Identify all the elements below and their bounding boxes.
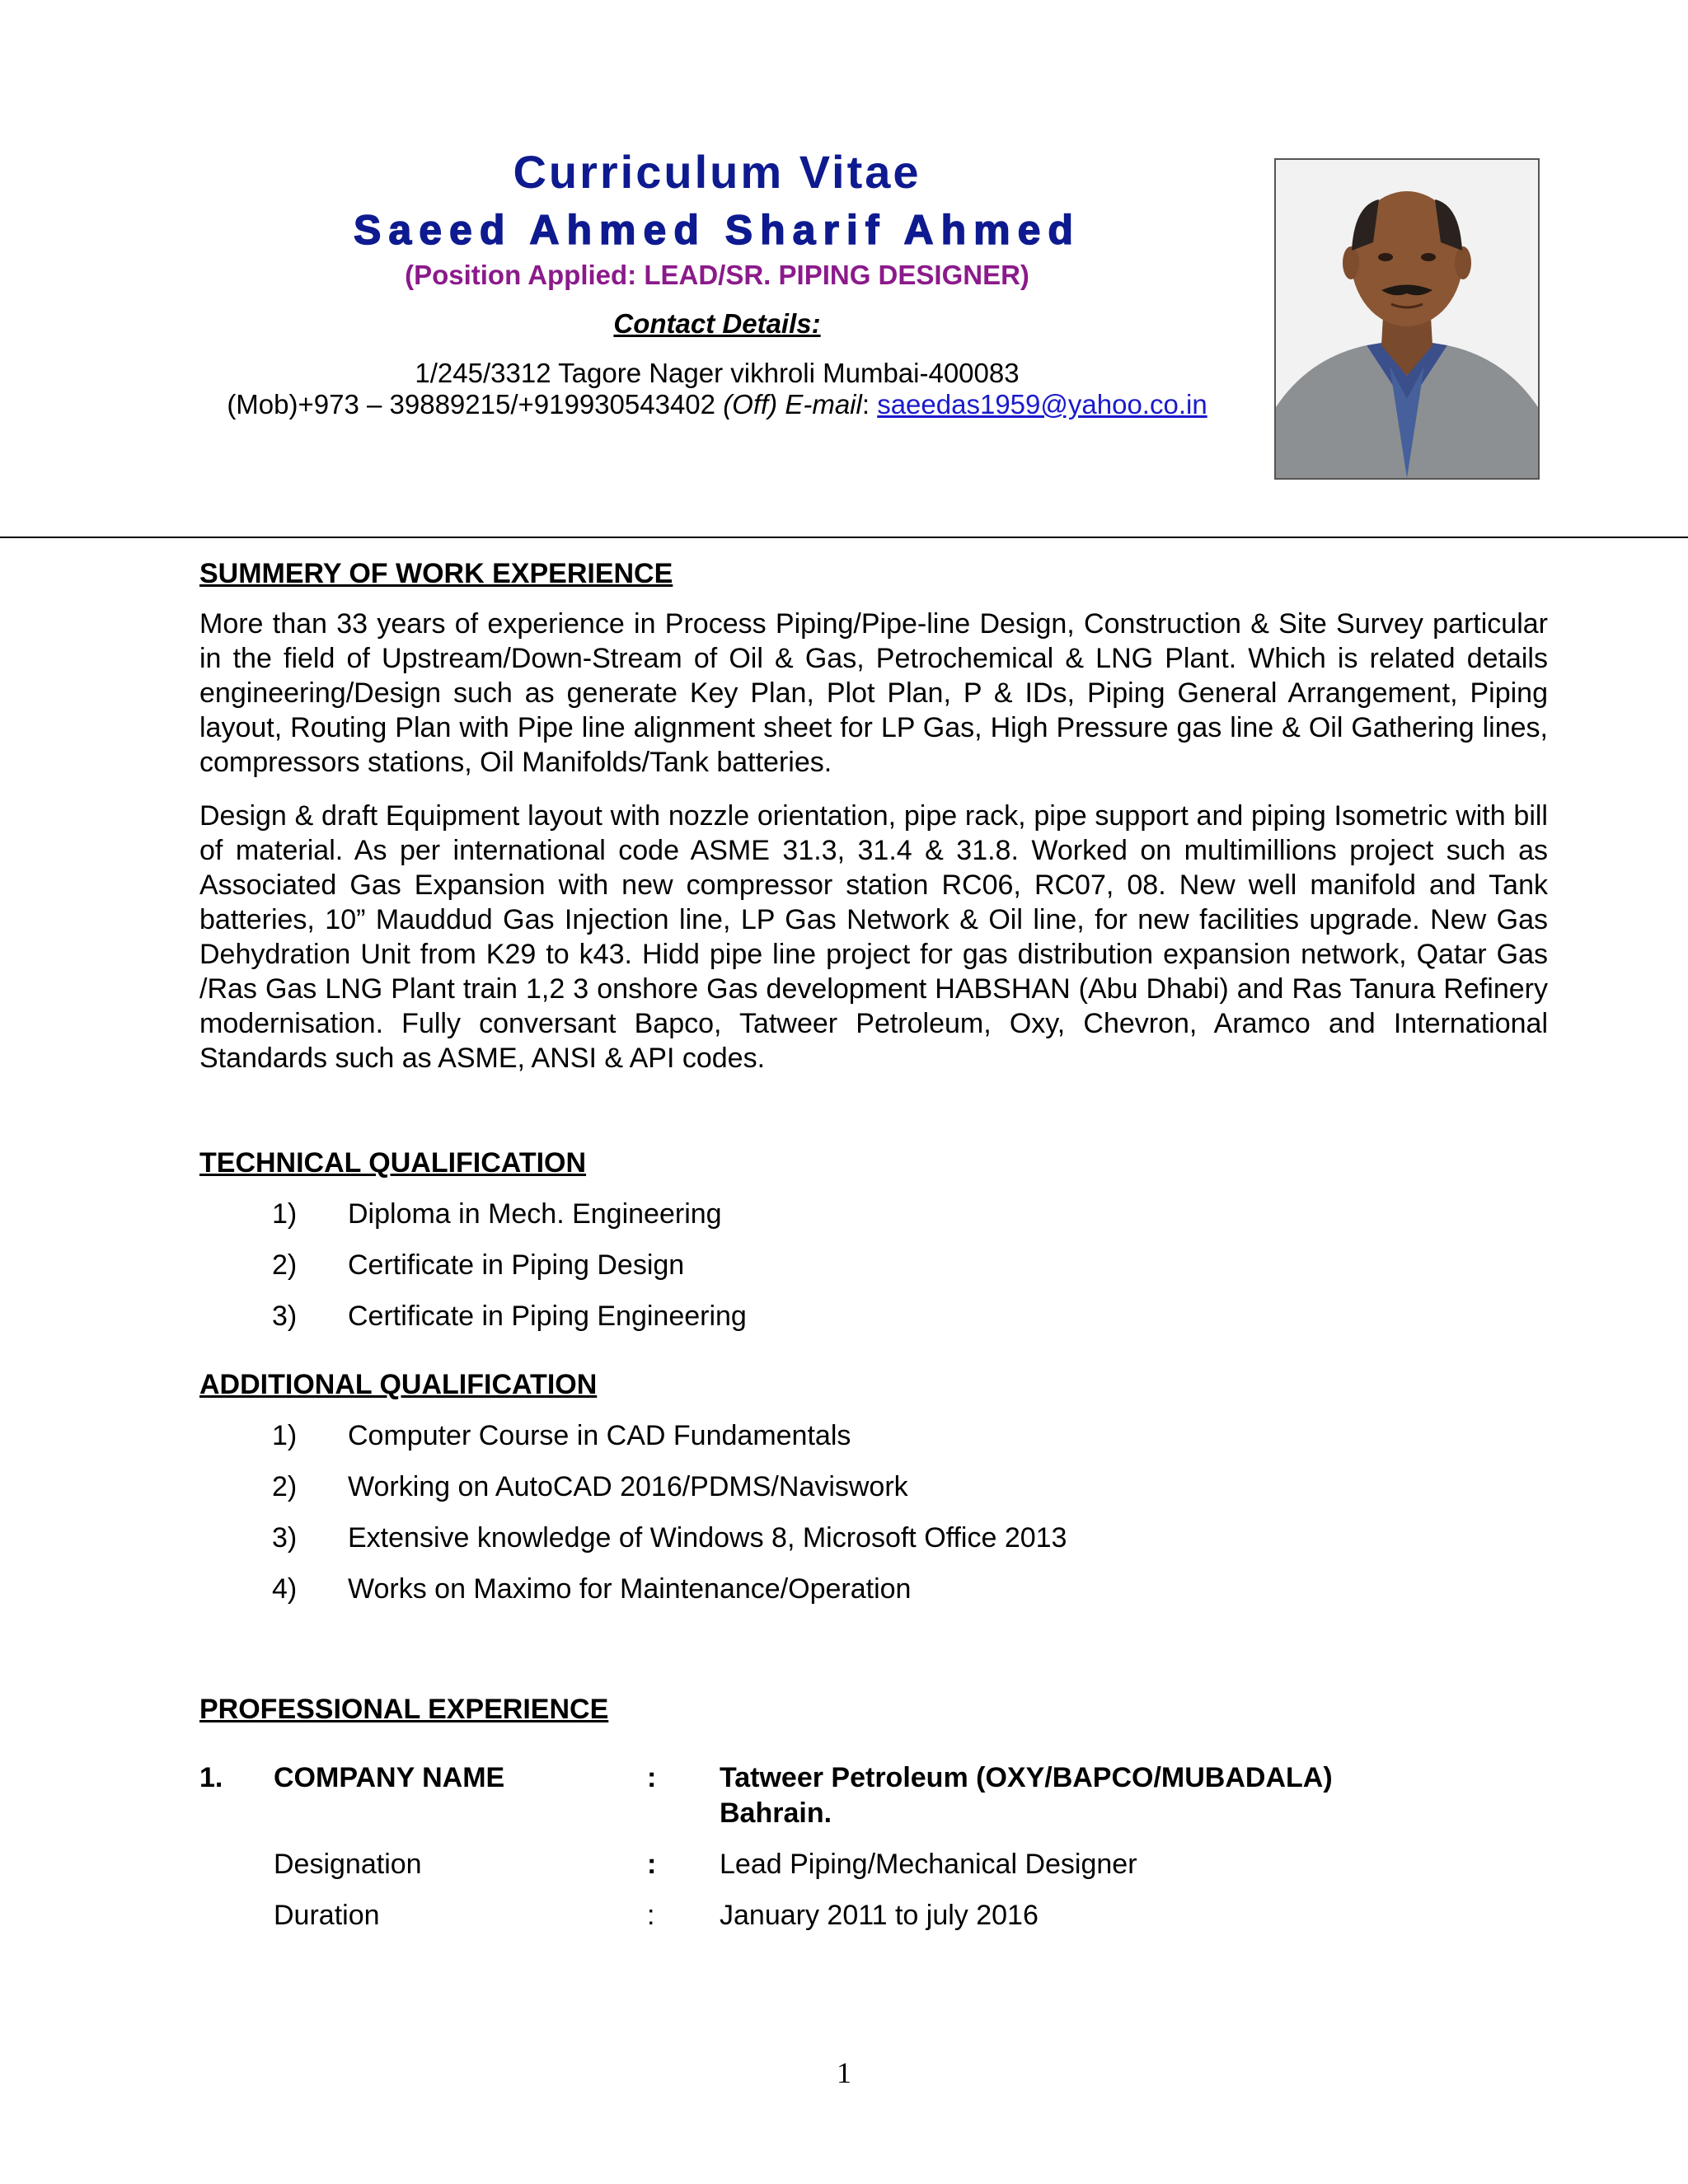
list-item: Certificate in Piping Engineering	[348, 1301, 747, 1332]
list-item-number: 4)	[272, 1573, 298, 1605]
list-item: Certificate in Piping Design	[348, 1249, 685, 1281]
company-location: Bahrain.	[720, 1797, 832, 1829]
list-item-number: 2)	[272, 1249, 298, 1281]
list-item: Computer Course in CAD Fundamentals	[348, 1420, 851, 1451]
designation-value: Lead Piping/Mechanical Designer	[720, 1849, 1137, 1880]
email-colon: :	[861, 389, 870, 419]
list-item: Works on Maximo for Maintenance/Operation	[348, 1573, 912, 1605]
duration-colon: :	[647, 1900, 655, 1931]
list-item-number: 3)	[272, 1522, 298, 1554]
address: 1/245/3312 Tagore Nager vikhroli Mumbai-400083	[415, 358, 1020, 388]
technical-heading: TECHNICAL QUALIFICATION	[199, 1147, 587, 1179]
list-item-number: 3)	[272, 1301, 298, 1332]
company-colon: :	[647, 1762, 657, 1793]
cv-title: Curriculum Vitae	[513, 146, 921, 198]
professional-heading: PROFESSIONAL EXPERIENCE	[199, 1694, 609, 1725]
list-item-number: 1)	[272, 1198, 298, 1230]
portrait-icon	[1276, 160, 1538, 478]
list-item-number: 1)	[272, 1420, 298, 1451]
list-item-number: 2)	[272, 1471, 298, 1502]
list-item: Extensive knowledge of Windows 8, Microsoft Office 2013	[348, 1522, 1067, 1554]
profile-photo	[1274, 158, 1540, 480]
office-email-label: (Off) E-mail	[723, 389, 862, 419]
company-value: Tatweer Petroleum (OXY/BAPCO/MUBADALA)	[720, 1762, 1333, 1793]
candidate-name: Saeed Ahmed Sharif Ahmed	[354, 207, 1081, 253]
summary-heading: SUMMERY OF WORK EXPERIENCE	[199, 558, 673, 589]
summary-paragraph-1: More than 33 years of experience in Process Piping/Pipe-line Design, Construction & Site Survey particular in the field of Upstream/Down-Stream of Oil & Gas, Petrochemical & LNG Plant. Which is related details engineering/Design such as generate Key Plan, Plot Plan, P & IDs, Piping General Arrangement, Piping layout, Routing Plan with Pipe line alignment sheet for LP Gas, High Pressure gas line & Oil Gathering lines, compressors stations, Oil Manifolds/Tank batteries.	[199, 608, 1548, 778]
page-number: 1	[837, 2056, 851, 2089]
additional-heading: ADDITIONAL QUALIFICATION	[199, 1369, 598, 1400]
duration-value: January 2011 to july 2016	[720, 1900, 1039, 1931]
phone-email-line	[124, 390, 1311, 419]
list-item: Diploma in Mech. Engineering	[348, 1198, 722, 1230]
summary-paragraph-2: Design & draft Equipment layout with nozzle orientation, pipe rack, pipe support and piping Isometric with bill of material. As per international code ASME 31.3, 31.4 & 31.8. Worked on multimillions project such as Associated Gas Expansion with new compressor station RC06, RC07, 08. New well manifold and Tank batteries, 10” Mauddud Gas Injection line, LP Gas Network & Oil line, for new facilities upgrade. New Gas Dehydration Unit from K29 to k43. Hidd pipe line project for gas distribution expansion network, Qatar Gas /Ras Gas LNG Plant train 1,2 3 onshore Gas development HABSHAN (Abu Dhabi) and Ras Tanura Refinery modernisation. Fully conversant Bapco, Tatweer Petroleum, Oxy, Chevron, Aramco and International Standards such as ASME, ANSI & API codes.	[199, 800, 1548, 1074]
header-divider	[0, 537, 1688, 538]
designation-colon: :	[647, 1849, 657, 1880]
duration-label: Duration	[274, 1900, 380, 1931]
experience-entry-number: 1.	[199, 1762, 223, 1793]
designation-label: Designation	[274, 1849, 422, 1880]
company-label: COMPANY NAME	[274, 1762, 505, 1793]
email-link[interactable]: saeedas1959@yahoo.co.in	[877, 389, 1207, 419]
position-applied: (Position Applied: LEAD/SR. PIPING DESIGNER)	[405, 260, 1029, 290]
contact-details-label: Contact Details:	[613, 308, 821, 339]
list-item: Working on AutoCAD 2016/PDMS/Naviswork	[348, 1471, 908, 1502]
phone-numbers: (Mob)+973 – 39889215/+919930543402	[227, 389, 716, 419]
